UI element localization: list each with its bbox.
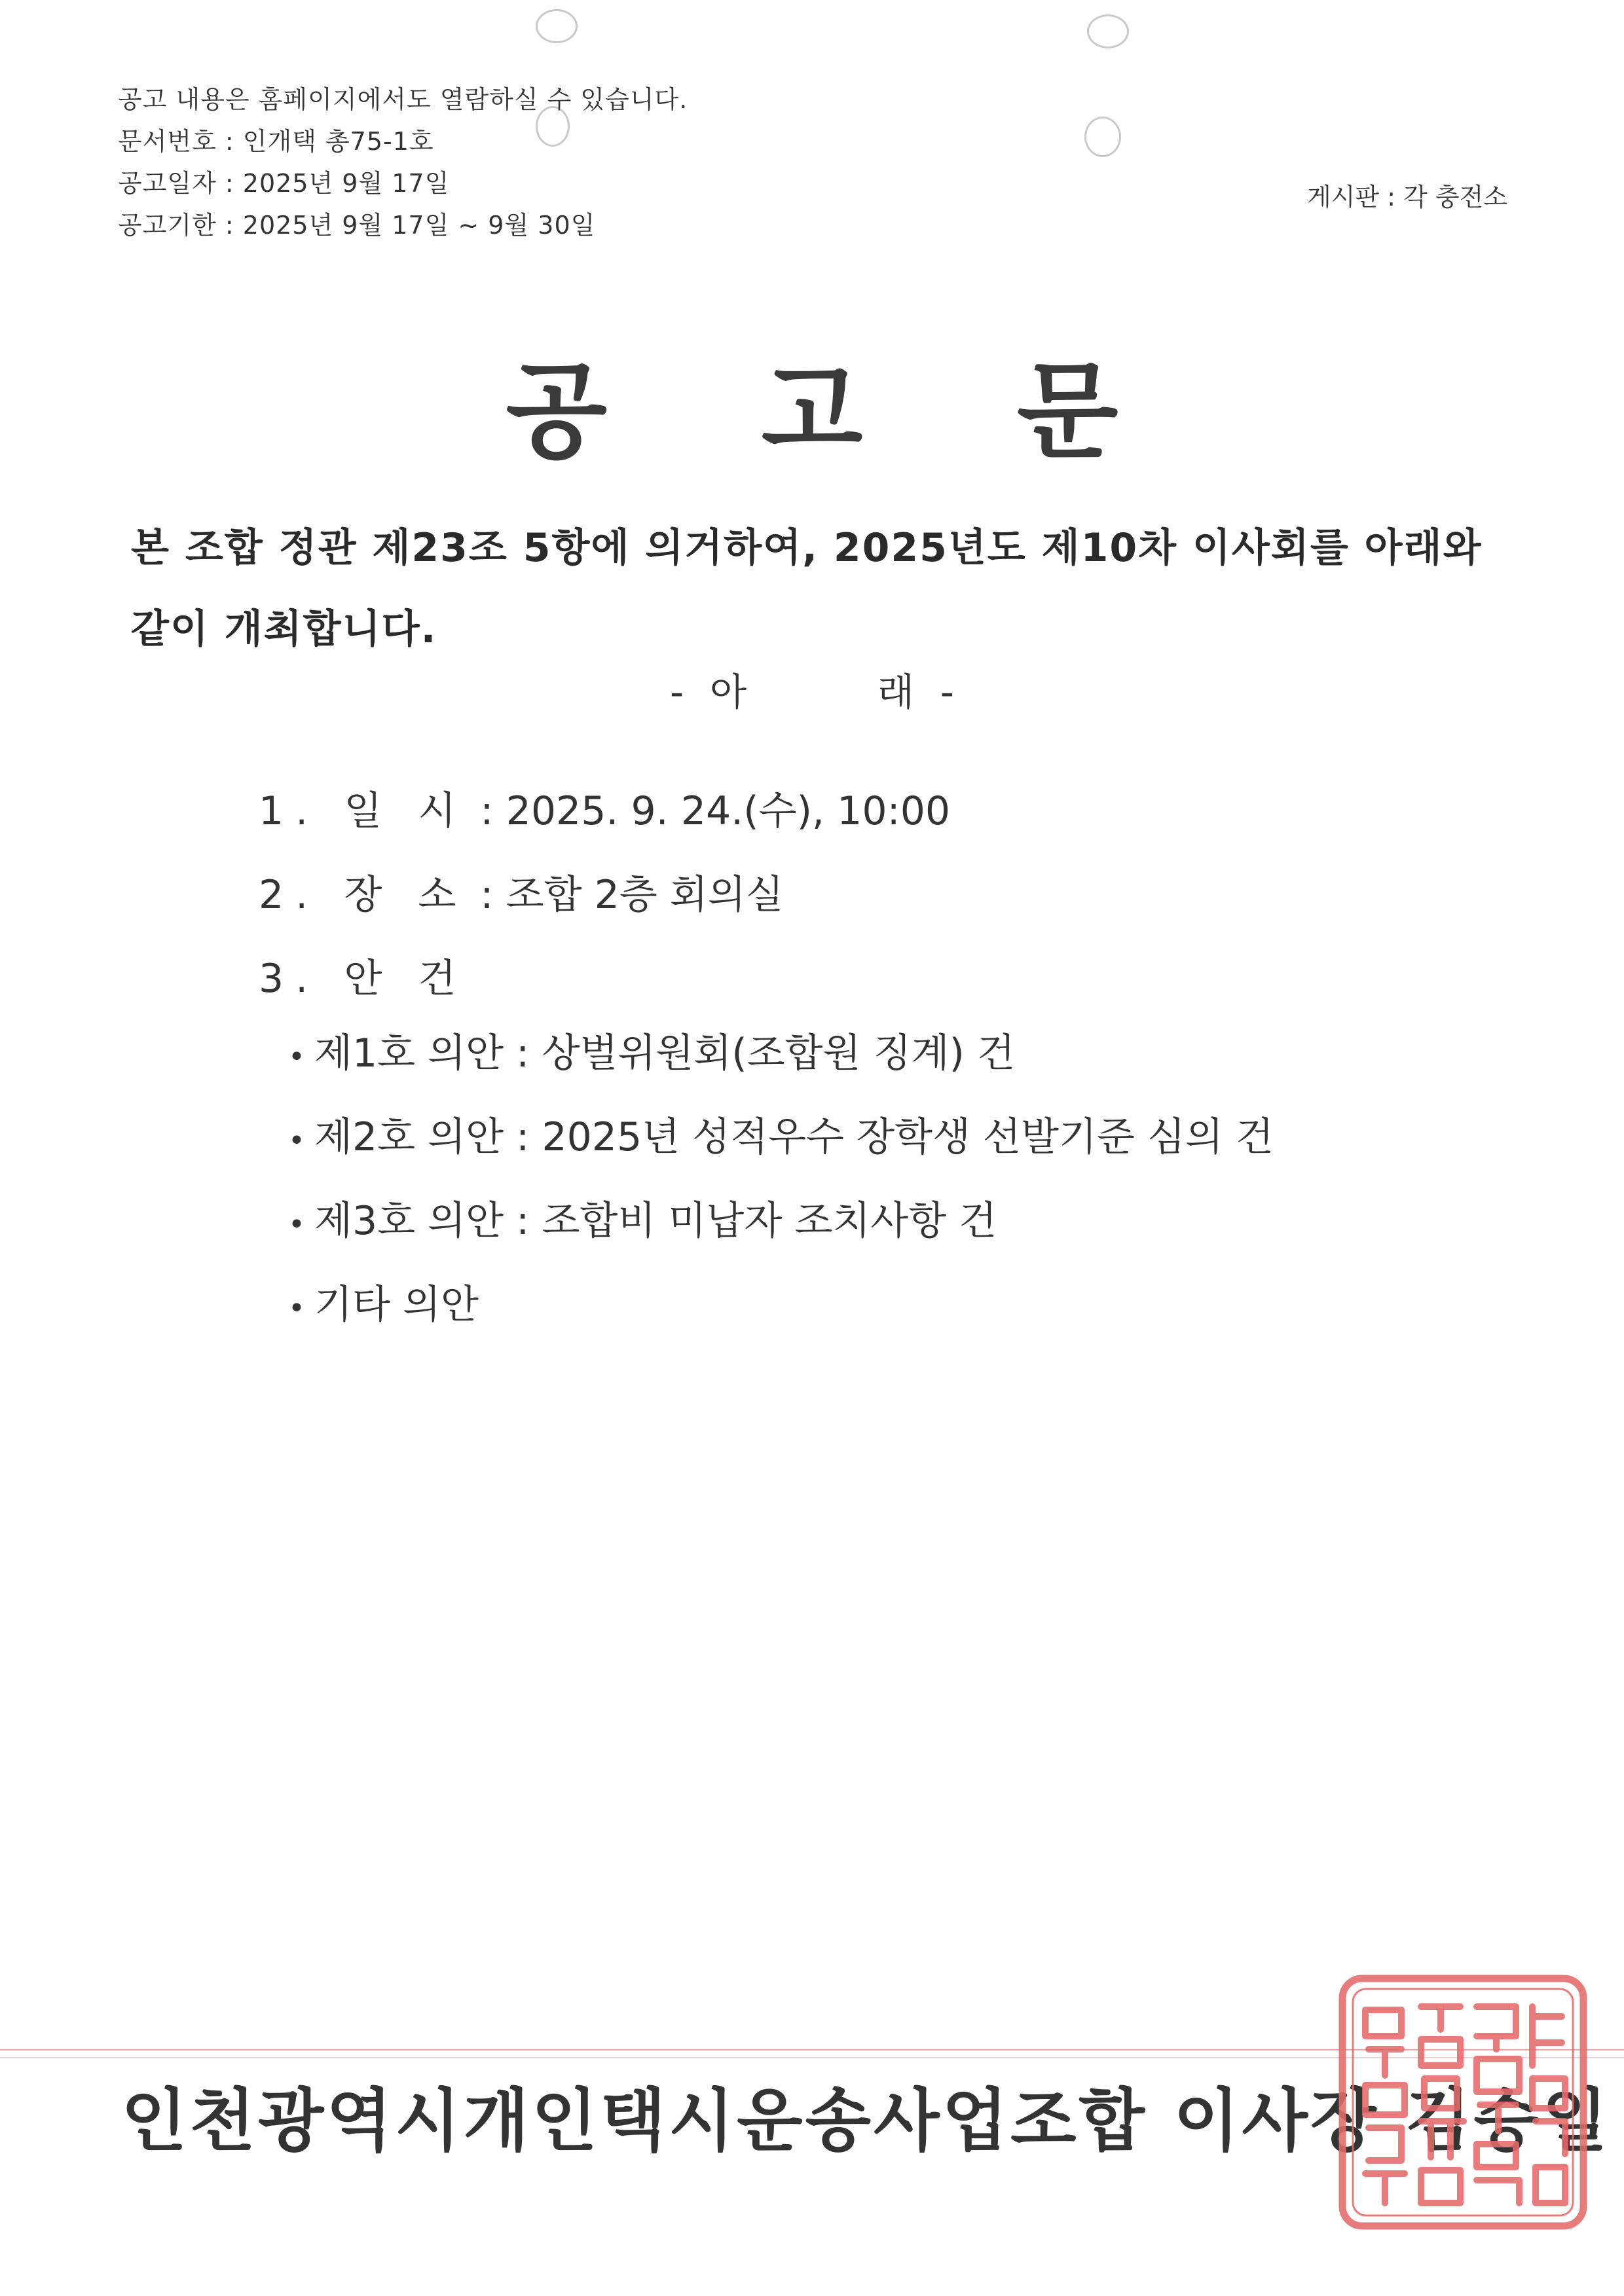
agenda-item bbox=[288, 1095, 1274, 1179]
punch-hole-2 bbox=[1087, 14, 1129, 48]
document-number: 문서번호 : 인개택 총75-1호 bbox=[118, 127, 434, 156]
document-title: 공 고 문 bbox=[506, 350, 1177, 473]
bullet-icon: • bbox=[288, 1208, 305, 1241]
meeting-details bbox=[259, 769, 950, 1021]
homepage-notice: 공고 내용은 홈페이지에서도 열람하실 수 있습니다. bbox=[118, 85, 688, 114]
section-heading-below bbox=[0, 661, 1624, 716]
agenda-text: 제2호 의안 : 2025년 성적우수 장학생 선발기준 심의 건 bbox=[314, 1114, 1274, 1160]
agenda-item bbox=[288, 1011, 1274, 1095]
item-value: : 2025. 9. 24.(수), 10:00 bbox=[468, 788, 951, 834]
bulletin-board-label: 게시판 : 각 충전소 bbox=[1307, 183, 1507, 211]
item-label: 3. 안 건 bbox=[259, 956, 468, 1002]
agenda-item bbox=[288, 1263, 1274, 1347]
dash-left: - bbox=[670, 670, 684, 714]
bullet-icon: • bbox=[288, 1124, 305, 1157]
heading-char-1: 아 bbox=[709, 670, 747, 714]
intro-paragraph bbox=[131, 507, 1506, 670]
item-label: 1. 일 시 bbox=[259, 788, 468, 834]
agenda-text: 제3호 의안 : 조합비 미납자 조치사항 건 bbox=[314, 1198, 997, 1244]
dash-right: - bbox=[940, 670, 954, 714]
bullet-icon: • bbox=[288, 1040, 305, 1074]
intro-line-2: 같이 개최합니다. bbox=[131, 606, 437, 652]
official-seal-icon bbox=[1336, 1971, 1591, 2232]
agenda-list bbox=[288, 1011, 1274, 1347]
item-label: 2. 장 소 bbox=[259, 872, 468, 918]
item-location bbox=[259, 853, 950, 937]
item-value: : 조합 2층 회의실 bbox=[468, 872, 784, 918]
agenda-item bbox=[288, 1179, 1274, 1263]
item-agenda bbox=[259, 937, 950, 1021]
agenda-text: 기타 의안 bbox=[314, 1282, 479, 1328]
issuer-signature: 인천광역시개인택시운송사업조합 이사장 김승일 bbox=[121, 2081, 1611, 2160]
notice-period: 공고기한 : 2025년 9월 17일 ~ 9월 30일 bbox=[118, 211, 596, 240]
punch-hole-4 bbox=[1084, 117, 1121, 157]
notice-date: 공고일자 : 2025년 9월 17일 bbox=[118, 169, 450, 198]
agenda-text: 제1호 의안 : 상벌위원회(조합원 징계) 건 bbox=[314, 1030, 1015, 1076]
bullet-icon: • bbox=[288, 1292, 305, 1325]
intro-line-1: 본 조합 정관 제23조 5항에 의거하여, 2025년도 제10차 이사회를 아래와 bbox=[131, 525, 1483, 571]
item-datetime bbox=[259, 769, 950, 853]
heading-char-2: 래 bbox=[877, 670, 915, 714]
document-header bbox=[118, 79, 688, 246]
punch-hole-1 bbox=[536, 9, 578, 43]
